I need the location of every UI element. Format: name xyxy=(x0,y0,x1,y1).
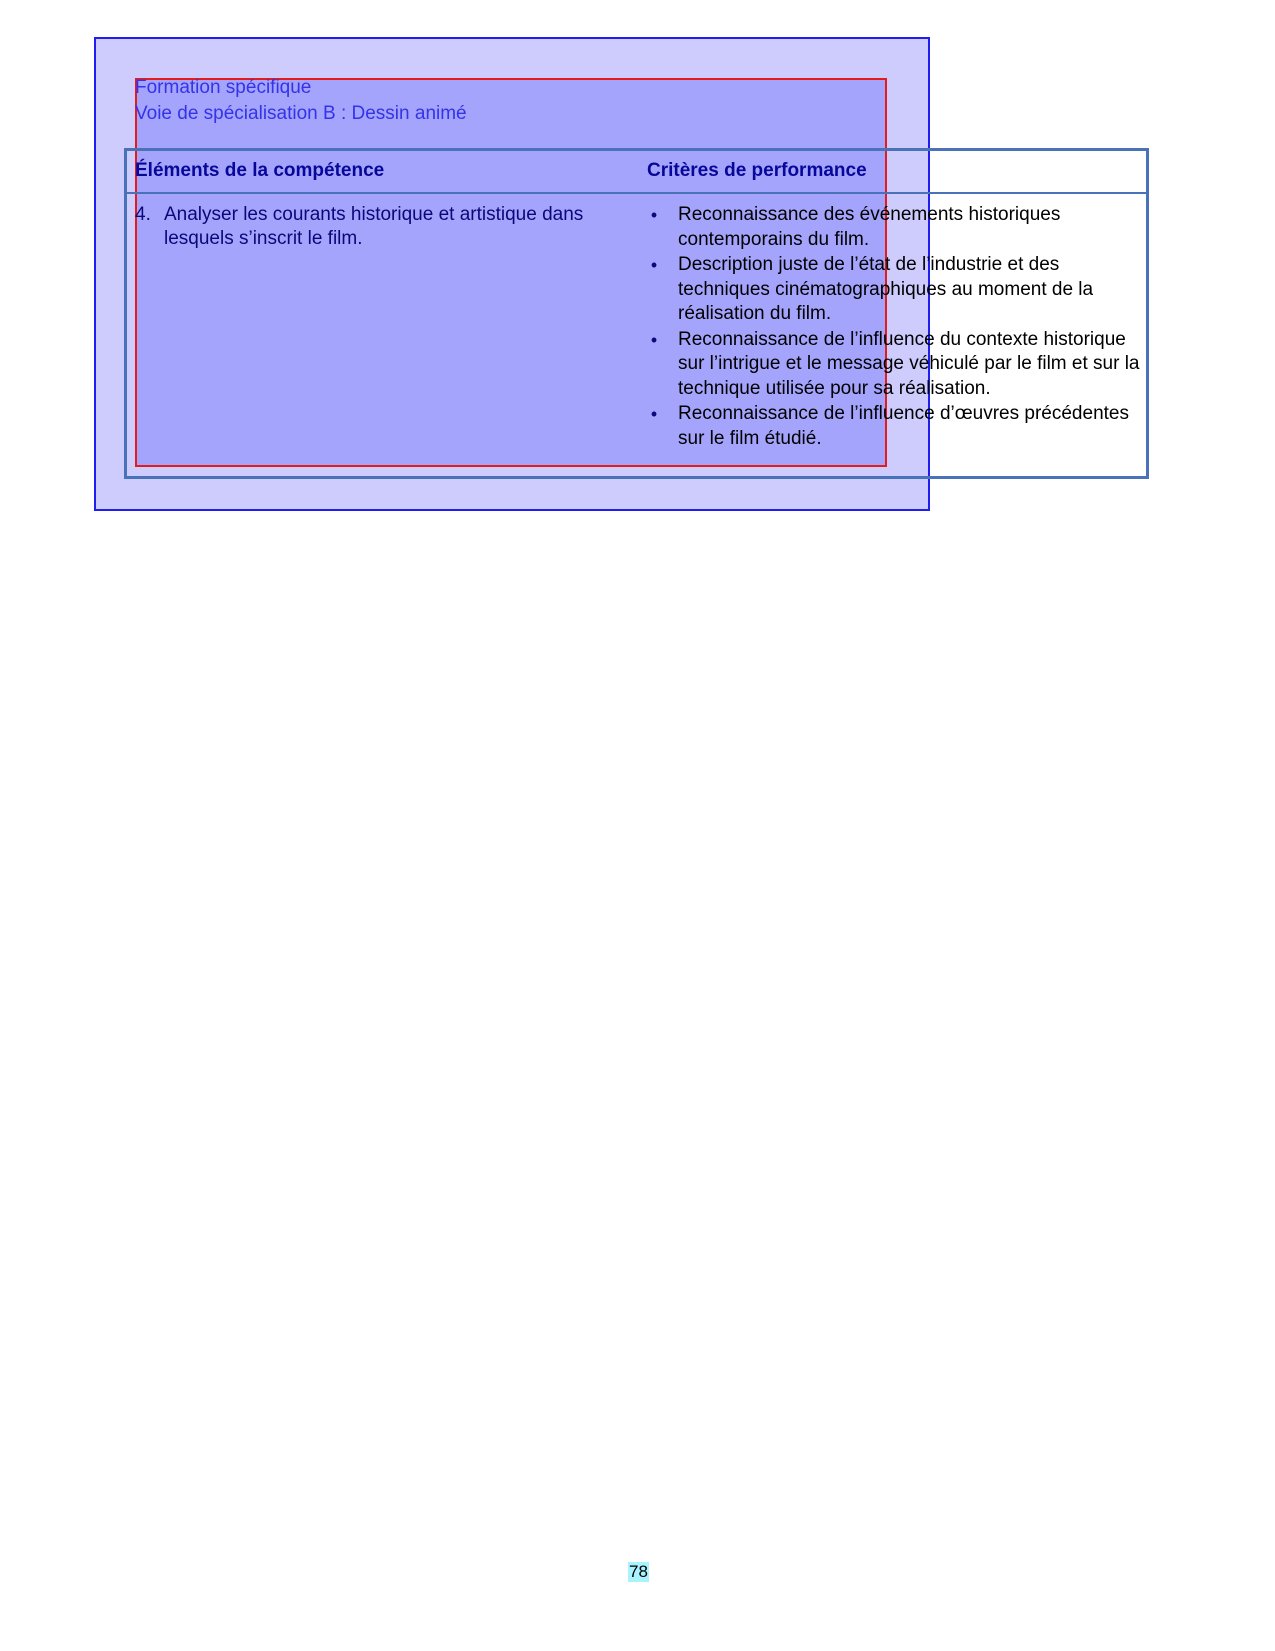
criteria-text: Reconnaissance des événements historiques contemporains du film. xyxy=(678,204,1061,250)
criteria-text: Reconnaissance de l’influence d’œuvres précédentes sur le film étudié. xyxy=(678,403,1129,449)
bullet-icon: • xyxy=(650,329,658,350)
page-number: 78 xyxy=(629,1562,648,1581)
table-header-divider xyxy=(124,192,1149,194)
section-title: Formation spécifique xyxy=(135,77,312,98)
criteria-item xyxy=(647,328,1147,402)
criteria-item xyxy=(647,402,1147,451)
bullet-icon: • xyxy=(650,205,658,225)
criteria-text: Description juste de l’état de l’industrie et des techniques cinématographiques au moment de la réalisation du film. xyxy=(678,254,1094,324)
section-subtitle: Voie de spécialisation B : Dessin animé xyxy=(135,103,467,124)
criteria-text: Reconnaissance de l’influence du contexte historique sur l’intrigue et le message véhiculé par le film et sur la technique utilisée pour sa réalisation. xyxy=(678,328,1140,399)
criteria-item xyxy=(647,253,1147,327)
element-number: 4. xyxy=(135,204,151,225)
criteria-list xyxy=(647,203,1147,452)
bullet-icon: • xyxy=(650,404,658,424)
criteria-item xyxy=(647,203,1147,252)
table-header-elements: Éléments de la compétence xyxy=(135,160,385,181)
bullet-icon: • xyxy=(650,255,658,275)
table-header-criteria: Critères de performance xyxy=(647,160,867,181)
element-text: Analyser les courants historique et artistique dans lesquels s’inscrit le film. xyxy=(164,204,584,249)
